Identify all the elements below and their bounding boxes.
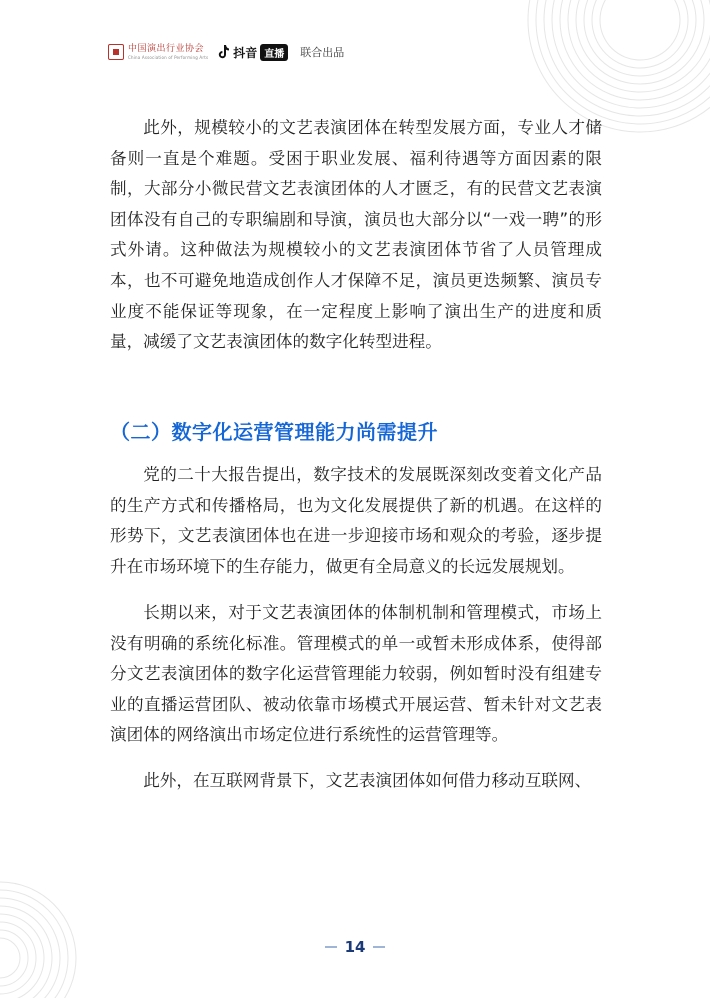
page-number-dash-left	[325, 946, 337, 948]
page-footer	[0, 938, 710, 956]
section-heading: （二）数字化运营管理能力尚需提升	[110, 420, 438, 444]
association-name-en: China Association of Performing Arts	[128, 54, 209, 60]
page-header	[108, 40, 344, 64]
association-seal-icon	[108, 44, 124, 60]
platform-name: 抖音	[233, 45, 258, 60]
body-paragraph-4: 此外，在互联网背景下，文艺表演团体如何借力移动互联网、	[143, 771, 592, 790]
douyin-note-icon	[218, 44, 230, 60]
page-number: 14	[344, 938, 366, 956]
body-paragraph-2: 党的二十大报告提出，数字技术的发展既深刻改变着文化产品的生产方式和传播格局，也为文化发展提供了新的机遇。在这样的形势下，文艺表演团体也在进一步迎接市场和观众的考验，逐步提升在市场环境下的生存能力，做更有全局意义的长远发展规划。	[110, 465, 602, 576]
body-paragraph-3: 长期以来，对于文艺表演团体的体制机制和管理模式，市场上没有明确的系统化标准。管理模式的单一或暂未形成体系，使得部分文艺表演团体的数字化运营管理能力较弱，例如暂时没有组建专业的直播运营团队、被动依靠市场模式开展运营、暂未针对文艺表演团体的网络演出市场定位进行系统性的运营管理等。	[110, 603, 602, 745]
page-number-dash-right	[373, 946, 385, 948]
live-badge: 直播	[260, 44, 288, 61]
association-name: 中国演出行业协会	[128, 43, 205, 54]
body-paragraph-1: 此外，规模较小的文艺表演团体在转型发展方面，专业人才储备则一直是个难题。受困于职业发展、福利待遇等方面因素的限制，大部分小微民营文艺表演团体的人才匮乏，有的民营文艺表演团体没有自己的专职编剧和导演，演员也大部分以“一戏一聘”的形式外请。这种做法为规模较小的文艺表演团体节省了人员管理成本，也不可避免地造成创作人才保障不足，演员更迭频繁、演员专业度不能保证等现象，在一定程度上影响了演出生产的进度和质量，减缓了文艺表演团体的数字化转型进程。	[110, 118, 602, 352]
concentric-circles-decoration-bottom	[0, 868, 110, 998]
joint-production-label: 联合出品	[300, 46, 345, 59]
association-logo	[128, 45, 208, 60]
